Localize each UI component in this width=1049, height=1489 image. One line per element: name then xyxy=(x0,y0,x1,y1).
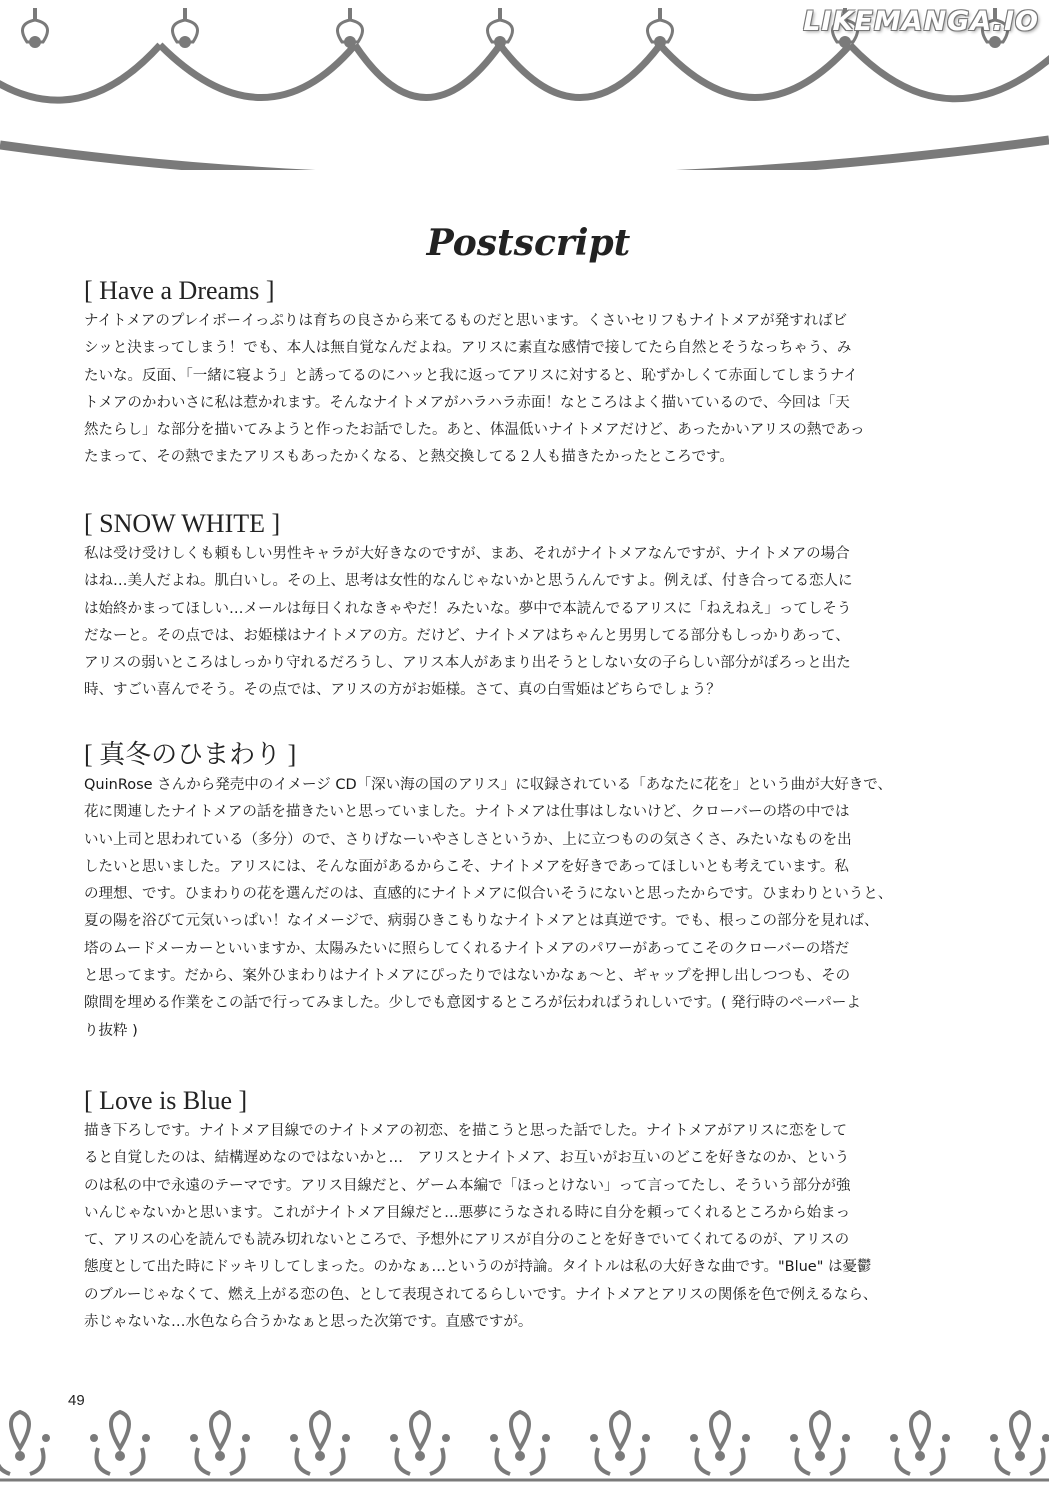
section-heading: [ 真冬のひまわり ] xyxy=(84,740,297,769)
watermark: LIKEMANGA.IO xyxy=(803,6,1039,37)
section-snow-white xyxy=(84,507,964,705)
section-love-is-blue xyxy=(84,1084,964,1336)
page-number: 49 xyxy=(68,1392,85,1409)
bottom-damask-border xyxy=(0,1408,1049,1489)
section-heading: [ SNOW WHITE ] xyxy=(84,509,281,538)
section-body: 描き下ろしです。ナイトメア目線でのナイトメアの初恋、を描こうと思った話でした。ナイトメアがアリスに恋をして ると自覚したのは、結構遅めなのではないかと… アリスとナイトメア、お互いがお互いのどこを好きなのか、という のは私の中で永遠のテーマです。アリス目線だと、ゲーム本編で「ほっとけない」って言ってたし、そういう部分が強 いんじゃないかと思います。これがナイトメア目線だと…悪夢にうなされる時に自分を頼ってくれるところから始まっ て、アリスの心を読んでも読み切れないところで、予想外にアリスが自分のことを好きでいてくれてるのが、アリスの 態度として出た時にドッキリしてしまった。のかなぁ…というのが持論。タイトルは私の大好きな曲です。"Blue" は憂鬱 のブルーじゃなくて、燃え上がる恋の色、として表現されてるらしいです。ナイトメアとアリスの関係を色で例えるなら、 赤じゃないな…水色なら合うかなぁと思った次第です。直感ですが。 xyxy=(84,1123,878,1331)
section-body: 私は受け受けしくも頼もしい男性キャラが大好きなのですが、まあ、それがナイトメアなんですが、ナイトメアの場合 はね…美人だよね。肌白いし。その上、思考は女性的なんじゃないかと思うんんですよ。例えば、付き合ってる恋人に は始終かまってほしい…メールは毎日くれなきゃやだ！みたいな。夢中で本読んでるアリスに「ねえねえ」ってしそう だなーと。その点では、お姫様はナイトメアの方。だけど、ナイトメアはちゃんと男男してる部分もしっかりあって、 アリスの弱いところはしっかり守れるだろうし、アリス本人があまり出そうとしない女の子らしい部分がぽろっと出た 時、すごい喜んでそう。その点では、アリスの方がお姫様。さて、真の白雪姫はどちらでしょう？ xyxy=(84,546,853,699)
section-body: QuinRose さんから発売中のイメージ CD「深い海の国のアリス」に収録されている「あなたに花を」という曲が大好きで、 花に関連したナイトメアの話を描きたいと思っていました。ナイトメアは仕事はしないけど、クローバーの塔の中では いい上司と思われている（多分）ので、さりげなーいやさしさというか、上に立つものの気さくさ、みたいなものを出 したいと思いました。アリスには、そんな面があるからこそ、ナイトメアを好きであってほしいとも考えています。私 の理想、です。ひまわりの花を選んだのは、直感的にナイトメアに似合いそうにないと思ったからです。ひまわりというと、 夏の陽を浴びて元気いっぱい！なイメージで、病弱ひきこもりなナイトメアとは真逆です。でも、根っこの部分を見れば、 塔のムードメーカーといいますか、太陽みたいに照らしてくれるナイトメアのパワーがあってこそのクローバーの塔だ と思ってます。だから、案外ひまわりはナイトメアにぴったりではないかなぁ～と、ギャップを押し出しつつも、その 隙間を埋める作業をこの話で行ってみました。少しでも意図するところが伝わればうれしいです。( 発行時のペーパーよ り抜粋 ) xyxy=(84,777,893,1039)
section-have-a-dreams xyxy=(84,274,964,472)
section-mafuyu-no-himawari xyxy=(84,738,964,1045)
section-heading: [ Love is Blue ] xyxy=(84,1086,248,1115)
section-body: ナイトメアのプレイボーイっぷりは育ちの良さから来てるものだと思います。くさいセリフもナイトメアが発すればビ シッと決まってしまう！でも、本人は無自覚なんだよね。アリスに素直な感情で接してたら自然とそうなっちゃう、み たいな。反面、「一緒に寝よう」と誘ってるのにハッと我に返ってアリスに対すると、恥ずかしくて赤面してしまうナイ トメアのかわいさに私は惹かれます。そんなナイトメアがハラハラ赤面！なところはよく描いているので、今回は「天 然たらし」な部分を描いてみようと作ったお話でした。あと、体温低いナイトメアだけど、あったかいアリスの熱であっ たまって、その熱でまたアリスもあったかくなる、と熱交換してる２人も描きたかったところです。 xyxy=(84,313,865,466)
section-heading: [ Have a Dreams ] xyxy=(84,276,275,305)
page-title: Postscript xyxy=(426,222,631,265)
